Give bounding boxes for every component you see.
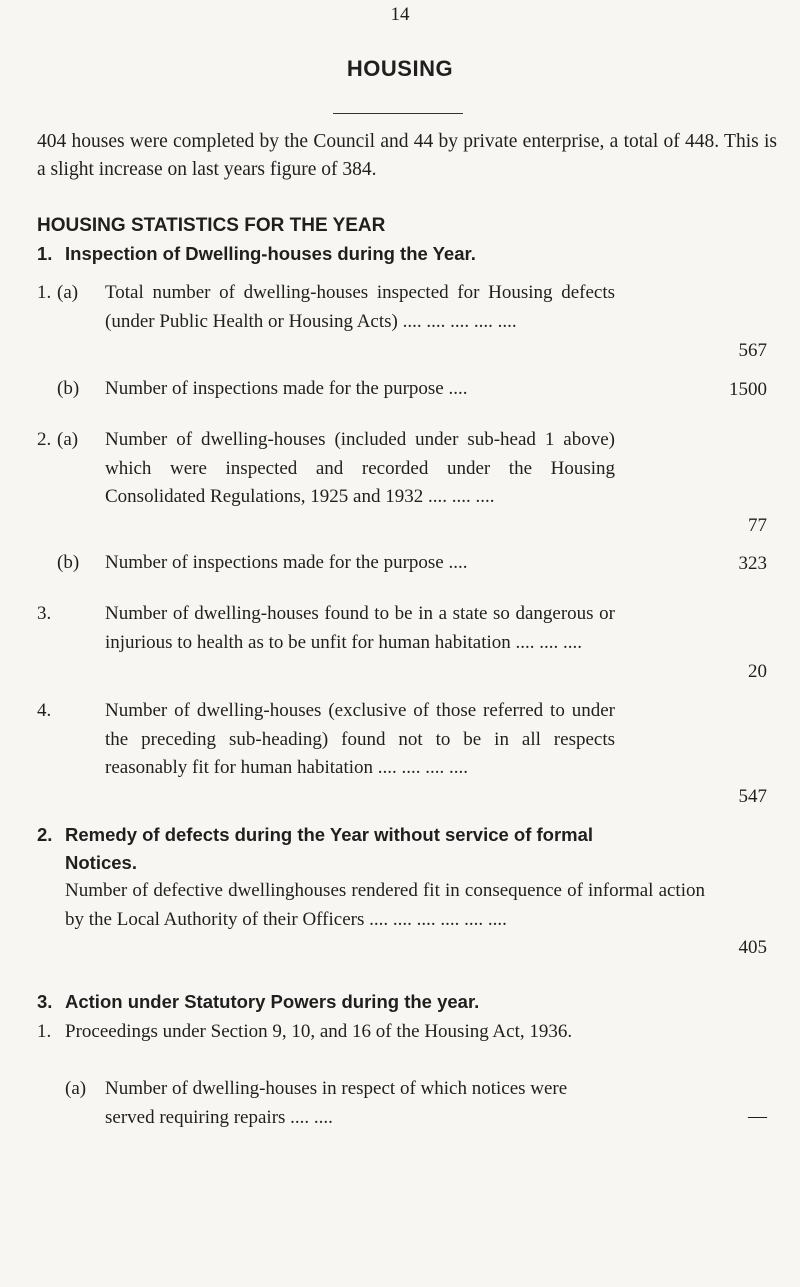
section-2-text: Number of defective dwellinghouses rendered fit in consequence of informal action by the Local Authority of their Officers .... .... .... .... .... .... [65,880,705,930]
item-value: 1500 [729,378,767,400]
item-text: Number of inspections made for the purpose .... [105,552,468,573]
item-number: 4. [37,700,52,721]
section-1-heading [37,240,777,268]
section-title: Inspection of Dwelling-houses during the Year. [65,243,476,264]
subsection-text: Proceedings under Section 9, 10, and 16 of the Housing Act, 1936. [65,1021,573,1042]
item-subletter: (b) [57,552,80,573]
list-item [37,279,767,365]
item-text: Number of dwelling-houses found to be in a state so dangerous or injurious to health as to be unfit for human habitation .... .... .... [105,603,615,653]
section-2-heading-continued [65,849,365,877]
list-item [37,426,767,540]
intro-paragraph: 404 houses were completed by the Council and 44 by private enterprise, a total of 448. This is a slight increase on last years figure of 384. [37,131,777,180]
section-title: Action under Statutory Powers during the year. [65,991,480,1012]
list-item [37,697,767,811]
item-value: 323 [738,552,767,574]
section-title-continued: Notices. [65,852,137,873]
item-value: 77 [748,514,767,536]
item-subletter: (a) [57,282,79,303]
page-title: HOUSING [346,56,454,81]
section-3-heading [37,988,777,1016]
title-divider [333,113,463,114]
section-number: 1. [37,243,53,264]
subsection-number: 1. [37,1021,52,1042]
item-text: Number of dwelling-houses in respect of which notices were served requiring repairs .... .... [105,1078,568,1128]
item-text: Number of dwelling-houses (included under sub-head 1 above) which were inspected and recorded under the Housing Consolidated Regulations, 1925 and 1932 .... .... .... [105,429,615,507]
item-subletter: (b) [57,378,80,399]
item-value: 20 [748,660,767,682]
stats-heading: HOUSING STATISTICS FOR THE YEAR [37,215,386,236]
list-item [37,549,767,578]
item-subletter: (a) [57,429,79,450]
item-number: 2. [37,429,52,450]
section-2-heading [37,821,777,849]
section-number: 2. [37,824,53,845]
item-value: 567 [738,339,767,361]
section-number: 3. [37,991,53,1012]
item-value: — [748,1106,767,1127]
section-title: Remedy of defects during the Year without service of formal [65,824,594,845]
item-text: Number of dwelling-houses (exclusive of those referred to under the preceding sub-heading) found not to be in all respects reasonably fit for human habitation .... .... .... .... [105,700,615,778]
item-number: 1. [37,282,52,303]
list-item [37,375,767,404]
item-number: 3. [37,603,52,624]
item-value: 547 [738,785,767,807]
item-text: Number of inspections made for the purpose .... [105,378,468,399]
item-subletter: (a) [65,1078,87,1099]
item-text: Total number of dwelling-houses inspected for Housing defects (under Public Health or Housing Acts) .... .... .... .... .... [105,282,615,332]
section-2-value: 405 [738,937,767,958]
page-number: 14 [390,4,410,25]
list-item [37,600,767,686]
